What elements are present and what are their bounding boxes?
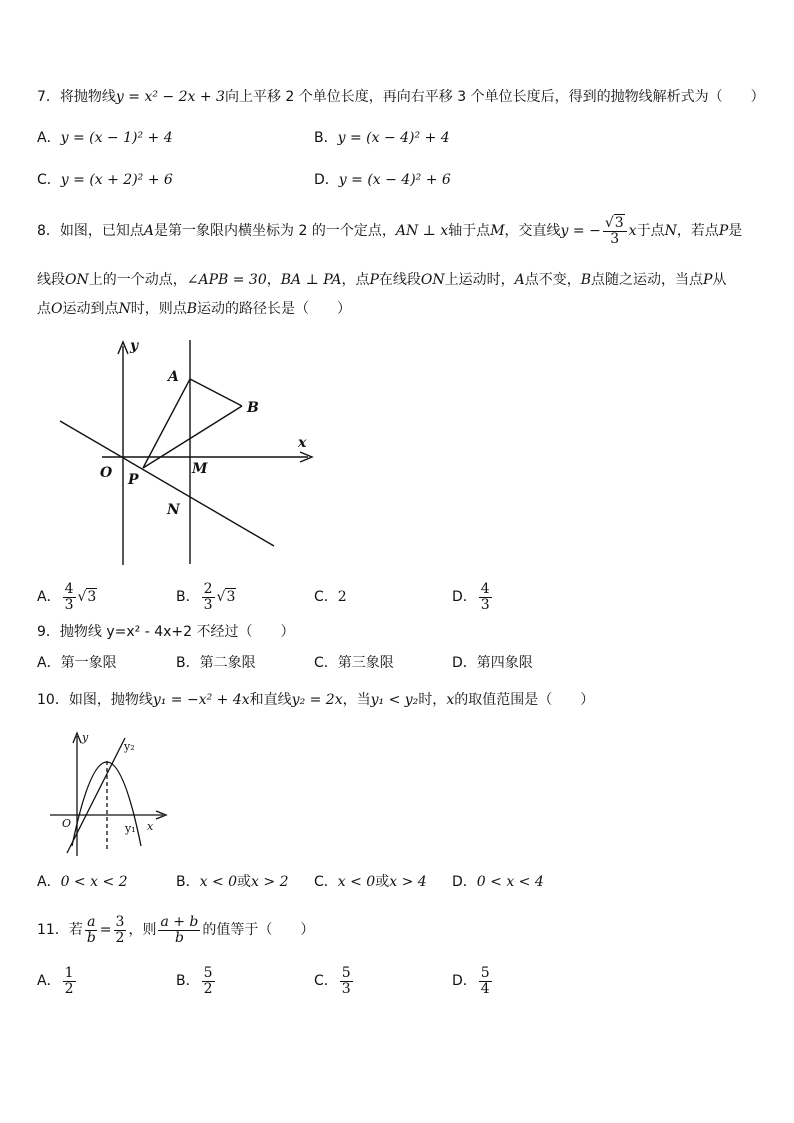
denominator: 3	[341, 980, 351, 997]
formula: AN ⊥ x	[395, 223, 449, 239]
option-letter: D．	[314, 172, 339, 188]
numerator: 5	[341, 964, 351, 981]
q11-option-b[interactable]	[176, 962, 217, 1000]
q8-figure	[50, 330, 330, 575]
option-letter: A．	[37, 130, 61, 146]
denominator: b	[86, 929, 96, 946]
q8-option-b[interactable]	[176, 578, 236, 616]
text: 轴于点	[448, 223, 491, 239]
text: 是第一象限内横坐标为 2 的一个定点，	[154, 223, 396, 239]
segment-on: ON	[65, 272, 89, 288]
segment-on: ON	[420, 272, 445, 288]
sqrt: √3	[216, 589, 236, 605]
option-expr: y = (x − 4)² + 4	[337, 130, 450, 146]
label-y: y	[130, 338, 139, 354]
fraction: $\frac{√3}{3}$	[603, 216, 627, 247]
var-x: x	[446, 692, 455, 708]
fraction	[114, 915, 127, 946]
label-m: M	[192, 461, 208, 477]
q7-stem	[37, 87, 765, 107]
point-n: N	[118, 301, 131, 317]
label-a: A	[168, 369, 179, 385]
q8-stem-line1	[37, 214, 742, 248]
option-letter: C．	[314, 973, 338, 989]
label-y2: y₂	[124, 740, 135, 753]
var-x: x	[628, 223, 637, 239]
text: 线段	[37, 272, 65, 288]
point-m: M	[490, 223, 505, 239]
text: ，交直线	[504, 223, 561, 239]
q9-option-a[interactable]: A．第一象限	[37, 655, 117, 671]
point-p: P	[718, 223, 729, 239]
formula: y₁ < y₂	[370, 692, 419, 708]
fraction	[340, 966, 353, 997]
option-expr: x > 4	[389, 874, 427, 890]
numerator: 3	[115, 913, 125, 930]
q10-figure	[45, 728, 170, 858]
q8-option-c[interactable]	[314, 578, 347, 616]
sqrt: √3	[77, 589, 97, 605]
label-x: x	[147, 820, 154, 833]
option-expr: x < 0	[199, 874, 238, 890]
option-expr: y = (x − 1)² + 4	[60, 130, 173, 146]
fraction	[158, 915, 200, 946]
text: 运动到点	[62, 301, 119, 317]
q7-text-a: 将抛物线	[59, 89, 116, 105]
q10-option-c[interactable]	[314, 872, 427, 892]
text: ，点	[341, 272, 370, 288]
q7-formula: y = x² − 2x + 3	[115, 89, 225, 105]
option-letter: C．	[314, 874, 338, 890]
fraction	[63, 966, 76, 997]
q11-number: 11．	[37, 922, 69, 938]
text: 点不变，	[524, 272, 581, 288]
numerator: a	[87, 913, 96, 930]
option-expr: x < 0	[337, 874, 376, 890]
text: 上的一个动点，	[88, 272, 187, 288]
text: 若	[68, 922, 83, 938]
option-letter: A．	[37, 874, 61, 890]
option-letter: D．	[452, 589, 477, 605]
text: 如图，抛物线	[68, 692, 153, 708]
option-expr: 0 < x < 4	[476, 874, 544, 890]
q8-number: 8．	[37, 223, 60, 239]
label-n: N	[167, 502, 180, 518]
q8-option-d[interactable]	[452, 578, 494, 616]
denominator: 4	[480, 980, 490, 997]
q7-option-c[interactable]	[37, 170, 173, 190]
text: 和直线	[249, 692, 292, 708]
option-letter: B．	[176, 589, 200, 605]
point-b: B	[186, 301, 198, 317]
denominator: 3	[610, 230, 620, 247]
text: ，则	[128, 922, 157, 938]
numerator: 5	[203, 964, 213, 981]
numerator: a + b	[160, 913, 199, 930]
q10-option-b[interactable]	[176, 872, 288, 892]
point-b: B	[580, 272, 592, 288]
option-letter: C．	[37, 172, 61, 188]
q9-option-b[interactable]: B．第二象限	[176, 655, 256, 671]
numerator: 4	[480, 580, 490, 597]
point-a: A	[514, 272, 525, 288]
q9-option-c[interactable]: C．第三象限	[314, 655, 394, 671]
q8-stem-line2	[37, 270, 726, 290]
option-expr: x > 2	[251, 874, 289, 890]
fraction	[85, 915, 98, 946]
formula: y₁ = −x² + 4x	[152, 692, 250, 708]
or-word: 或	[237, 874, 252, 890]
sqrt-radicand: 3	[226, 589, 236, 605]
option-expr: 0 < x < 2	[60, 874, 128, 890]
denominator: b	[174, 929, 184, 946]
text: 点随之运动，当点	[591, 272, 704, 288]
label-p: P	[128, 472, 139, 488]
label-o: O	[100, 465, 113, 481]
label-y1: y₁	[125, 822, 136, 835]
numerator: 4	[64, 580, 74, 597]
denominator: 3	[480, 596, 490, 613]
numerator: 5	[480, 964, 490, 981]
label-x: x	[298, 435, 307, 451]
text: ，当	[342, 692, 371, 708]
text: 上运动时，	[444, 272, 515, 288]
label-o: O	[62, 817, 72, 830]
text: 的取值范围是（ ）	[454, 692, 595, 708]
fraction	[479, 582, 492, 613]
segment-ab	[190, 379, 242, 406]
text: ，若点	[676, 223, 719, 239]
denominator: 3	[64, 596, 74, 613]
point-n: N	[664, 223, 677, 239]
option-expr: y = (x + 2)² + 6	[60, 172, 173, 188]
point-p: P	[703, 272, 713, 288]
line-y2	[67, 738, 125, 853]
q11-stem	[37, 911, 314, 949]
fraction	[63, 582, 76, 613]
q8-stem-line3	[37, 299, 351, 319]
formula: BA ⊥ PA	[280, 272, 342, 288]
text: 于点	[636, 223, 665, 239]
sqrt-radicand: 3	[614, 214, 624, 231]
label-b: B	[247, 400, 259, 416]
label-y: y	[82, 731, 89, 744]
fraction	[479, 966, 492, 997]
fraction	[202, 966, 215, 997]
denominator: 2	[203, 980, 213, 997]
text: 运动的路径长是（ ）	[197, 301, 352, 317]
text: 时，	[418, 692, 447, 708]
text: 时，则点	[130, 301, 187, 317]
q7-option-a[interactable]	[37, 128, 173, 148]
formula: y = −	[560, 223, 601, 239]
q11-option-a[interactable]	[37, 962, 78, 1000]
numerator: 1	[64, 964, 74, 981]
q7-text-b: 向上平移 2 个单位长度，再向右平移 3 个单位长度后，得到的抛物线解析式为（ ）	[224, 89, 765, 105]
or-word: 或	[375, 874, 390, 890]
option-letter: B．	[176, 973, 200, 989]
numerator: 2	[203, 580, 213, 597]
line-y-neg-sqrt3-over-3-x	[60, 421, 274, 546]
option-letter: B．	[176, 874, 200, 890]
text: 从	[712, 272, 727, 288]
q10-option-d[interactable]	[452, 872, 544, 892]
option-letter: B．	[314, 130, 338, 146]
option-letter: A．	[37, 589, 61, 605]
point-p: P	[369, 272, 379, 288]
denominator: 3	[203, 596, 213, 613]
q7-option-b[interactable]	[314, 128, 450, 148]
text: 在线段	[378, 272, 421, 288]
option-letter: A．	[37, 973, 61, 989]
q9-option-d[interactable]: D．第四象限	[452, 655, 533, 671]
formula: y₂ = 2x	[291, 692, 343, 708]
denominator: 2	[115, 929, 125, 946]
q11-option-c[interactable]	[314, 962, 355, 1000]
q9-stem: 9．抛物线 y=x² - 4x+2 不经过（ ）	[37, 624, 295, 640]
option-letter: D．	[452, 874, 477, 890]
q7-number: 7．	[37, 89, 60, 105]
text: 是	[728, 223, 743, 239]
q10-stem	[37, 690, 594, 710]
segment-pa	[143, 379, 190, 468]
q7-option-d[interactable]	[314, 170, 451, 190]
option-value: 2	[337, 589, 347, 605]
option-expr: y = (x − 4)² + 6	[338, 172, 451, 188]
sqrt-radicand: 3	[87, 589, 97, 605]
text: 点	[37, 301, 51, 317]
equals-sign: =	[99, 922, 112, 938]
text: ，	[266, 272, 281, 288]
q10-option-a[interactable]	[37, 872, 128, 892]
formula: ∠APB = 30	[186, 272, 267, 288]
option-letter: D．	[452, 973, 477, 989]
q11-option-d[interactable]	[452, 962, 494, 1000]
q10-number: 10．	[37, 692, 69, 708]
text: 如图，已知点	[59, 223, 144, 239]
segment-pb	[143, 406, 242, 468]
text: 的值等于（ ）	[202, 922, 315, 938]
point-o: O	[51, 301, 63, 317]
point-a: A	[143, 223, 155, 239]
q8-option-a[interactable]	[37, 578, 97, 616]
denominator: 2	[64, 980, 74, 997]
option-letter: C．	[314, 589, 338, 605]
fraction	[202, 582, 215, 613]
